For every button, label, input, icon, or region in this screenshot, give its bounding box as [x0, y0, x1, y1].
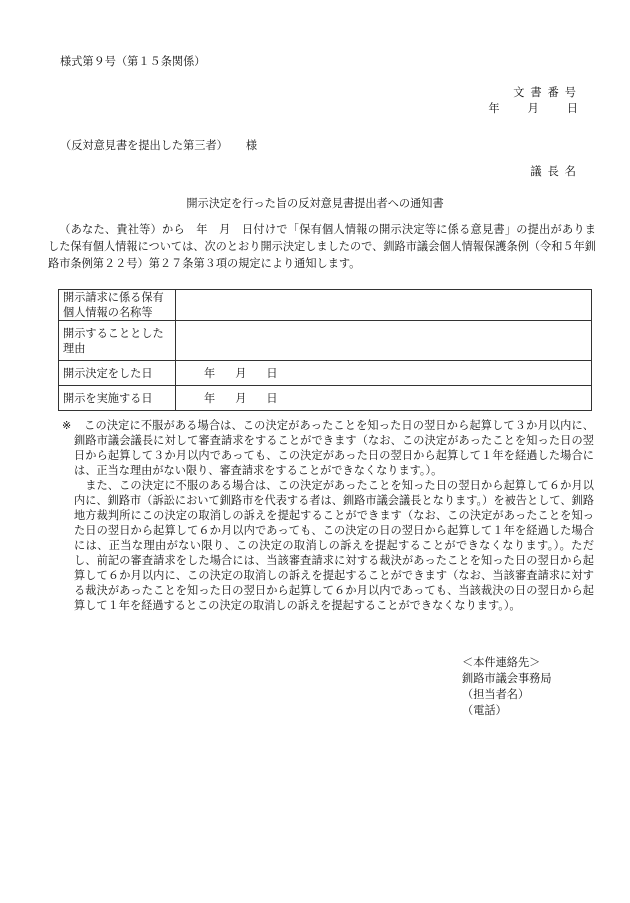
date-month: 月 — [527, 102, 543, 115]
document-number-label: 文書番号 — [513, 86, 582, 99]
decision-day: 日 — [266, 366, 280, 380]
form-number: 様式第９号（第１５条関係） — [60, 55, 206, 68]
implementation-year: 年 — [204, 391, 218, 405]
note-mark: ※ — [62, 419, 72, 432]
chair-name: 議長名 — [530, 165, 582, 178]
contact-phone: （電話） — [462, 704, 507, 717]
contact-heading: ＜本件連絡先＞ — [462, 656, 541, 669]
decision-month: 月 — [235, 366, 249, 380]
row-label-reason: 開示することとした理由 — [59, 321, 176, 361]
document-title: 開示決定を行った旨の反対意見書提出者への通知書 — [186, 197, 444, 210]
row-value-info-name — [176, 290, 592, 321]
document-date — [488, 103, 582, 114]
disclosure-info-table — [58, 289, 592, 411]
table-row — [59, 321, 592, 361]
body-text: （あなた、貴社等）から 年 月 日付けで「保有個人情報の開示決定等に係る意見書」の提出がありました保有個人情報については、次のとおり開示決定しましたので、釧路市議会個人情報保護条例（令和５年釧路市条例第２２号）第２７条第３項の規定により通知します。 — [48, 223, 596, 270]
row-label-implementation-date: 開示を実施する日 — [59, 386, 176, 411]
row-value-implementation-date — [176, 386, 592, 411]
notes-section — [62, 418, 594, 613]
contact-office: 釧路市議会事務局 — [462, 672, 552, 685]
recipient-name: （反対意見書を提出した第三者） — [60, 139, 228, 152]
date-day: 日 — [566, 102, 582, 115]
decision-year: 年 — [204, 366, 218, 380]
table-row — [59, 386, 592, 411]
note-appeal — [62, 418, 594, 478]
recipient-honorific: 様 — [245, 139, 258, 152]
row-value-reason — [176, 321, 592, 361]
row-label-decision-date: 開示決定をした日 — [59, 361, 176, 386]
table-row — [59, 290, 592, 321]
note-appeal-text: この決定に不服がある場合は、この決定があったことを知った日の翌日から起算して３か月以内に、釧路市議会議長に対して審査請求をすることができます（なお、この決定があったことを知った日の翌日から起算して３か月以内であっても、この決定があった日の翌日から起算して１年を経過した場合には、正当な理由がない限り、審査請求をすることができなくなります。）。 — [74, 419, 594, 477]
note-lawsuit: また、この決定に不服のある場合は、この決定があったことを知った日の翌日から起算して６か月以内に、釧路市（訴訟において釧路市を代表する者は、釧路市議会議長となります。）を被告として、釧路地方裁判所にこの決定の取消しの訴えを提起することができます（なお、この決定があったことを知った日の翌日から起算して６か月以内であっても、この決定の日の翌日から起算して１年を経過した場合には、正当な理由がない限り、この決定の取消しの訴えを提起することができなくなります。）。ただし、前記の審査請求をした場合には、当該審査請求に対する裁決があったことを知った日の翌日から起算して６か月以内に、この決定の取消しの訴えを提起することができます（なお、当該審査請求に対する裁決があったことを知った日の翌日から起算して６か月以内であっても、当該裁決の日の翌日から起算して１年を経過するとこの決定の取消しの訴えを提起することができなくなります。）。 — [74, 479, 594, 612]
contact-person: （担当者名） — [462, 688, 530, 701]
implementation-month: 月 — [235, 391, 249, 405]
table-row — [59, 361, 592, 386]
body-paragraph — [48, 221, 596, 272]
row-label-info-name: 開示請求に係る保有個人情報の名称等 — [59, 290, 176, 321]
date-year: 年 — [488, 102, 504, 115]
implementation-day: 日 — [266, 391, 280, 405]
recipient — [60, 140, 257, 151]
row-value-decision-date — [176, 361, 592, 386]
